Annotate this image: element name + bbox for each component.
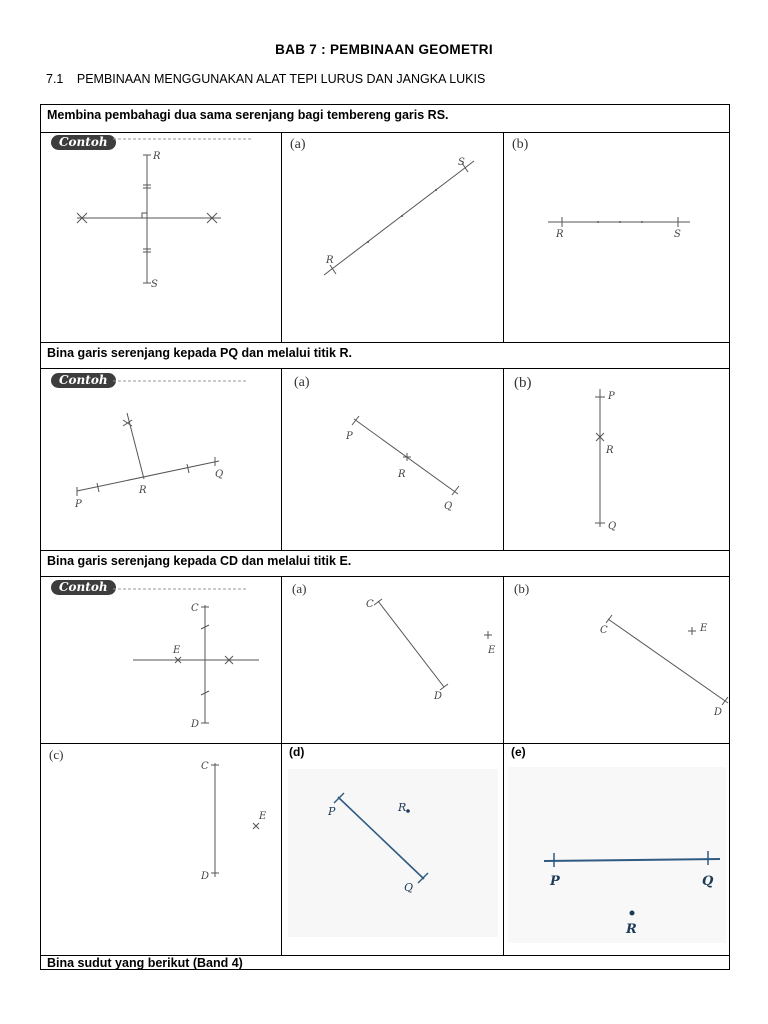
part-c-label: (c) [49,747,64,762]
row1-cell-a [282,133,503,342]
point-label-p: P [608,391,615,402]
point-label-e: E [488,645,496,656]
section-title: PEMBINAAN MENGGUNAKAN ALAT TEPI LURUS DAN JANGKA LUKIS [76,72,486,86]
point-label-q: Q [702,874,714,889]
example-bisector-diagram [41,133,281,342]
point-label-p: P [346,431,353,442]
line-pq-point-r-diagram [282,743,503,955]
row3-example-cell [41,577,281,743]
point-label-r: R [556,229,564,240]
row3-cell-b [504,577,731,743]
line-rs-horizontal-diagram [504,133,731,342]
row3-cell-a [282,577,503,743]
point-label-p: P [75,499,82,510]
point-label-e: E [173,645,181,656]
line-rs-diagram [282,133,503,342]
point-label-q: Q [444,501,453,512]
vertical-pq-diagram [504,369,731,550]
point-label-r: R [626,922,637,937]
row1-instruction: Membina pembahagi dua sama serenjang bagi tembereng garis RS. [41,105,729,133]
part-a-label: (a) [292,581,307,596]
part-b-label: (b) [514,581,530,596]
row1-cell-b [504,133,731,342]
point-label-r: R [326,255,334,266]
row2-cell-a [282,369,503,550]
point-label-s: S [674,229,681,240]
point-label-r: R [398,469,406,480]
example-perpendicular-ce-diagram [41,577,281,743]
part-a-label: (a) [290,137,306,152]
part-d-label: (d) [289,745,305,759]
contoh-badge: Contoh [51,580,116,595]
line-cd-diagram [282,577,503,743]
row3-cell-e [504,743,731,955]
point-label-q: Q [404,881,414,894]
row2-example-cell [41,369,281,550]
point-label-r: R [139,485,147,496]
point-label-c: C [600,625,608,636]
vertical-cd-diagram [41,743,281,955]
contoh-badge: Contoh [51,135,116,150]
point-label-r: R [606,445,614,456]
point-label-r: R [398,801,407,814]
point-label-q: Q [215,469,224,480]
part-a-label: (a) [294,375,310,390]
part-b-label: (b) [514,375,532,391]
worksheet-table [40,104,730,970]
point-label-s: S [458,157,465,168]
row1-example-cell [41,133,281,342]
row3-instruction: Bina garis serenjang kepada CD dan melalui titik E. [41,551,729,577]
row4-instruction: Bina sudut yang berikut (Band 4) [47,956,243,970]
example-perpendicular-diagram [41,369,281,550]
section-number: 7.1 [46,72,64,86]
point-label-c: C [191,603,199,614]
point-label-c: C [201,761,209,772]
point-label-p: P [550,874,560,889]
page-title: BAB 7 : PEMBINAAN GEOMETRI [275,42,493,57]
point-label-q: Q [608,521,617,532]
point-label-e: E [700,623,708,634]
point-label-d: D [201,871,210,882]
row2-cell-b [504,369,731,550]
line-cd-diagonal-diagram [504,577,731,743]
point-label-e: E [259,811,267,822]
point-label-r: R [153,151,161,162]
point-label-s: S [151,279,158,290]
part-e-label: (e) [511,745,526,759]
section-heading [46,72,485,86]
row3-cell-d [282,743,503,955]
point-label-d: D [434,691,443,702]
row2-instruction: Bina garis serenjang kepada PQ dan melalui titik R. [41,343,729,369]
line-pq-diagram [282,369,503,550]
horizontal-pq-point-r-diagram [504,743,731,955]
row3-cell-c [41,743,281,955]
part-b-label: (b) [512,137,529,152]
point-label-d: D [191,719,200,730]
point-label-c: C [366,599,374,610]
point-label-d: D [714,707,723,718]
contoh-badge: Contoh [51,373,116,388]
point-label-p: P [328,805,336,818]
